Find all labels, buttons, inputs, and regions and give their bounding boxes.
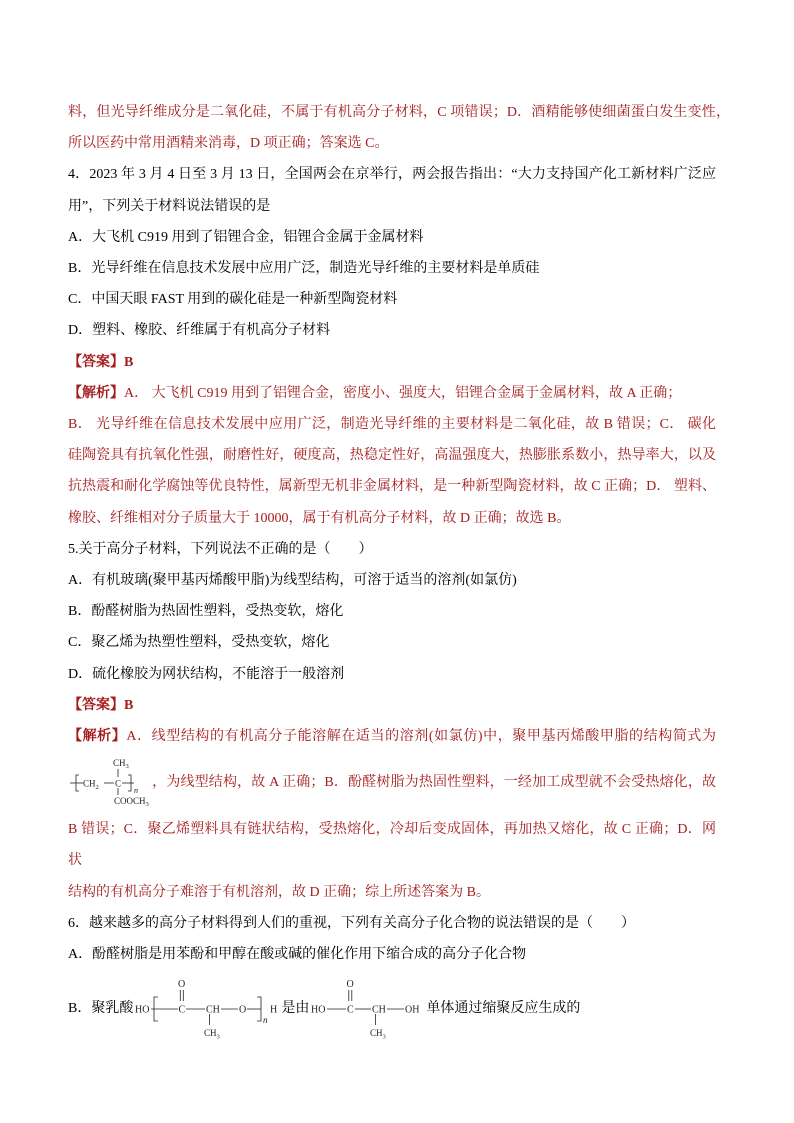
methyl-group-label bbox=[370, 1028, 386, 1041]
answer-line bbox=[68, 347, 716, 378]
option-d: D．塑料、橡胶、纤维属于有机高分子材料 bbox=[68, 323, 331, 339]
atom-symbol: CH bbox=[204, 1028, 217, 1039]
answer-value: B bbox=[124, 697, 134, 713]
ester-group-label bbox=[114, 796, 149, 808]
question-stem-line: 用”，下列关于材料说法错误的是 bbox=[68, 198, 271, 214]
option-text: 单体通过缩聚反应生成的 bbox=[426, 1001, 581, 1017]
methine-group-label: CH bbox=[372, 1004, 387, 1016]
methyl-group-label bbox=[113, 758, 129, 770]
repeat-unit-label: n bbox=[134, 786, 138, 796]
analysis-text: A． 大飞机 C919 用到了铝锂合金，密度小、强度大，铝锂合金属于金属材料，故 A 正确； bbox=[124, 385, 682, 401]
option-a: A．大飞机 C919 用到了铝锂合金，铝锂合金属于金属材料 bbox=[68, 229, 424, 245]
analysis-label: 【解析】 bbox=[68, 729, 127, 745]
lactic-acid-structural-formula bbox=[309, 977, 426, 1041]
answer-label: 【答案】 bbox=[68, 697, 124, 713]
end-group-label: HO bbox=[311, 1004, 326, 1016]
end-group-label: HO bbox=[135, 1004, 150, 1016]
analysis-line: 抗热震和耐化学腐蚀等优良特性，属新型无机非金属材料，是一种新型陶瓷材料，故 C 正确；D． 塑料、 bbox=[68, 479, 716, 495]
repeat-unit-label: n bbox=[263, 1015, 268, 1026]
subscript: 3 bbox=[382, 1033, 387, 1041]
answer-label: 【答案】 bbox=[68, 354, 124, 370]
option-b bbox=[68, 970, 716, 1048]
option-text: 是由 bbox=[281, 1001, 310, 1017]
analysis-line: 料，但光导纤维成分是二氧化硅，不属于有机高分子材料，C 项错误；D．酒精能够使细菌蛋白发生变性， bbox=[68, 105, 730, 120]
carbonyl-oxygen-label: O bbox=[346, 979, 355, 991]
atom-symbol: CH bbox=[370, 1028, 383, 1039]
option-c: C．中国天眼 FAST 用到的碳化硅是一种新型陶瓷材料 bbox=[68, 292, 398, 308]
analysis-line: B 错误；C．聚乙烯塑料具有链状结构，受热熔化，冷却后变成固体，再加热又熔化，故 C 正确；D．网状 bbox=[68, 822, 716, 869]
question-6 bbox=[68, 908, 716, 1048]
question-stem-line: 5.关于高分子材料，下列说法不正确的是（ ） bbox=[68, 541, 373, 557]
atom-symbol: CH bbox=[83, 778, 96, 789]
analysis-line: 结构的有机高分子难溶于有机溶剂，故 D 正确；综上所述答案为 B。 bbox=[68, 884, 490, 900]
option-a: A．有机玻璃(聚甲基丙烯酸甲脂)为线型结构，可溶于适当的溶剂(如氯仿) bbox=[68, 573, 517, 589]
question-stem-line: 6．越来越多的高分子材料得到人们的重视，下列有关高分子化合物的说法错误的是（ ） bbox=[68, 915, 635, 931]
analysis-line: 所以医药中常用酒精来消毒，D 项正确；答案选 C。 bbox=[68, 136, 389, 152]
option-b: B．光导纤维在信息技术发展中应用广泛，制造光导纤维的主要材料是单质硅 bbox=[68, 261, 540, 277]
methylene-group-label bbox=[83, 779, 99, 792]
analysis-line: 硅陶瓷具有抗氧化性强，耐磨性好，硬度高，热稳定性好，高温强度大，热膨胀系数小，热导率大，以及 bbox=[68, 448, 716, 464]
option-c: C．聚乙烯为热塑性塑料，受热变软，熔化 bbox=[68, 635, 330, 651]
methyl-group-label bbox=[204, 1028, 220, 1041]
end-group-label: H bbox=[270, 1004, 278, 1016]
atom-symbol: CH bbox=[113, 758, 126, 769]
document-body bbox=[68, 97, 730, 1048]
analysis-line bbox=[68, 378, 716, 409]
carbon-atom-label: C bbox=[347, 1004, 355, 1016]
ether-oxygen-label: O bbox=[239, 1004, 247, 1016]
analysis-text: ，为线型结构，故 A 正确；B．酚醛树脂为热固性塑料，一经加工成型就不会受热熔化，故 bbox=[152, 775, 716, 791]
analysis-text: A．线型结构的有机高分子能溶解在适当的溶剂(如氯仿)中，聚甲基丙烯酸甲脂的结构简式为 bbox=[126, 729, 717, 745]
option-a: A．酚醛树脂是用苯酚和甲醇在酸或碱的催化作用下缩合成的高分子化合物 bbox=[68, 947, 527, 963]
subscript: 2 bbox=[95, 784, 99, 792]
question-5 bbox=[68, 534, 716, 908]
option-text: B．聚乳酸 bbox=[68, 1001, 134, 1017]
option-b: B．酚醛树脂为热固性塑料，受热变软，熔化 bbox=[68, 604, 344, 620]
option-d: D．硫化橡胶为网状结构，不能溶于一般溶剂 bbox=[68, 666, 345, 682]
carbon-atom-label: C bbox=[115, 778, 122, 789]
methine-group-label: CH bbox=[206, 1004, 221, 1016]
polylactic-acid-structural-formula bbox=[133, 977, 281, 1041]
subscript: 3 bbox=[125, 763, 129, 771]
analysis-line-with-formula bbox=[68, 752, 716, 814]
carbon-atom-label: C bbox=[178, 1004, 186, 1016]
analysis-line: 橡胶、纤维相对分子质量大于 10000，属于有机高分子材料，故 D 正确；故选 B。 bbox=[68, 510, 571, 526]
subscript: 3 bbox=[216, 1033, 221, 1041]
analysis-line: B． 光导纤维在信息技术发展中应用广泛，制造光导纤维的主要材料是二氧化硅，故 B 错误；C． 碳化 bbox=[68, 417, 716, 433]
answer-value: B bbox=[124, 354, 134, 370]
subscript: 3 bbox=[145, 801, 149, 809]
pmma-structural-formula bbox=[68, 757, 152, 809]
analysis-label: 【解析】 bbox=[68, 385, 124, 401]
question-stem-line: 4．2023 年 3 月 4 日至 3 月 13 日，全国两会在京举行，两会报告指出：“大力支持国产化工新材料广泛应 bbox=[68, 167, 716, 183]
analysis-line bbox=[68, 721, 716, 752]
carbonyl-oxygen-label: O bbox=[178, 979, 186, 991]
answer-line bbox=[68, 690, 716, 721]
atom-symbol: COOCH bbox=[114, 796, 146, 807]
previous-question-analysis bbox=[68, 97, 730, 159]
end-group-label: OH bbox=[405, 1004, 420, 1016]
question-4 bbox=[68, 159, 716, 533]
